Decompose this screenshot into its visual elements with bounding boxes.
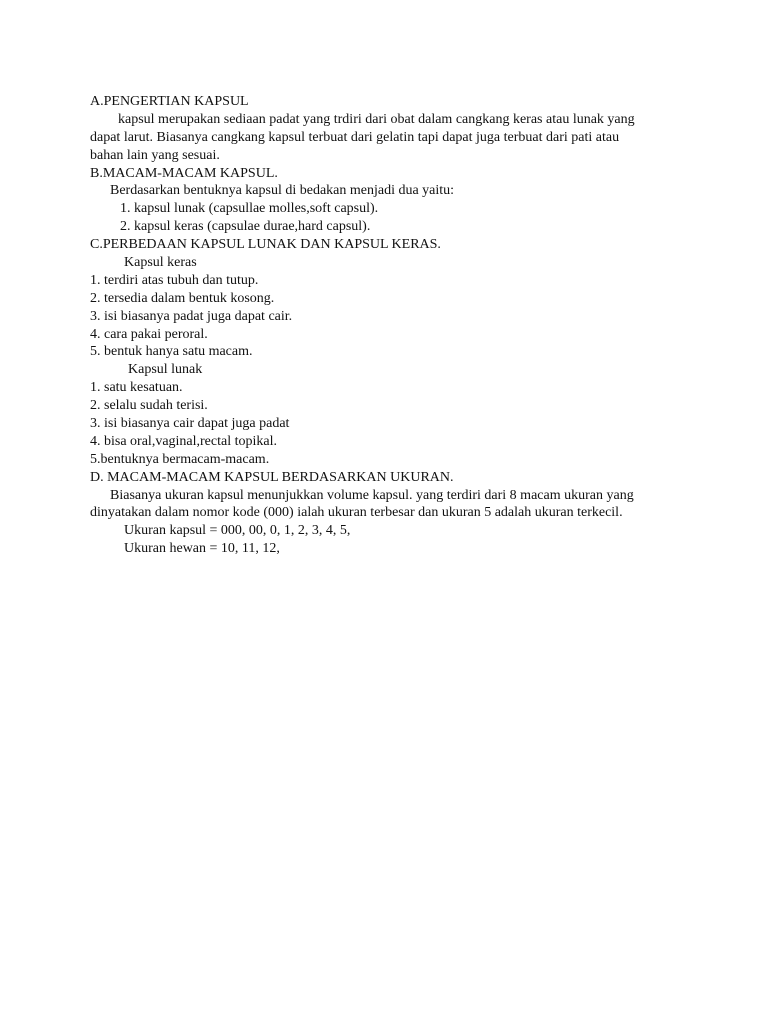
section-a-paragraph-line: dapat larut. Biasanya cangkang kapsul terbuat dari gelatin tapi dapat juga terbuat dari pati atau bbox=[90, 129, 620, 145]
kapsul-keras-item: 2. tersedia dalam bentuk kosong. bbox=[90, 290, 275, 306]
section-a-paragraph-line: bahan lain yang sesuai. bbox=[90, 147, 220, 163]
section-b-heading: B.MACAM-MACAM KAPSUL. bbox=[90, 165, 278, 181]
kapsul-keras-item: 3. isi biasanya padat juga dapat cair. bbox=[90, 308, 293, 324]
kapsul-lunak-item: 4. bisa oral,vaginal,rectal topikal. bbox=[90, 433, 277, 449]
kapsul-lunak-item: 5.bentuknya bermacam-macam. bbox=[90, 451, 270, 467]
section-a-paragraph-line: kapsul merupakan sediaan padat yang trdiri dari obat dalam cangkang keras atau lunak yang bbox=[118, 111, 635, 127]
document-body bbox=[90, 93, 690, 558]
section-d-paragraph-line: Biasanya ukuran kapsul menunjukkan volume kapsul. yang terdiri dari 8 macam ukuran yang bbox=[110, 487, 634, 503]
section-d-paragraph-line: dinyatakan dalam nomor kode (000) ialah ukuran terbesar dan ukuran 5 adalah ukuran terkecil. bbox=[90, 505, 623, 521]
section-b-list-item: 1. kapsul lunak (capsullae molles,soft capsul). bbox=[120, 201, 379, 217]
kapsul-lunak-item: 1. satu kesatuan. bbox=[90, 380, 183, 396]
ukuran-hewan-line: Ukuran hewan = 10, 11, 12, bbox=[124, 541, 280, 557]
kapsul-keras-label: Kapsul keras bbox=[124, 255, 197, 271]
kapsul-lunak-item: 2. selalu sudah terisi. bbox=[90, 398, 208, 414]
section-b-list-item: 2. kapsul keras (capsulae durae,hard capsul). bbox=[120, 219, 371, 235]
section-d-heading: D. MACAM-MACAM KAPSUL BERDASARKAN UKURAN. bbox=[90, 469, 454, 485]
kapsul-keras-item: 1. terdiri atas tubuh dan tutup. bbox=[90, 272, 259, 288]
kapsul-lunak-label: Kapsul lunak bbox=[128, 362, 203, 378]
section-b-intro: Berdasarkan bentuknya kapsul di bedakan menjadi dua yaitu: bbox=[110, 183, 455, 199]
kapsul-keras-item: 5. bentuk hanya satu macam. bbox=[90, 344, 253, 360]
kapsul-lunak-item: 3. isi biasanya cair dapat juga padat bbox=[90, 416, 290, 432]
section-a-heading: A.PENGERTIAN KAPSUL bbox=[90, 94, 249, 109]
section-c-heading: C.PERBEDAAN KAPSUL LUNAK DAN KAPSUL KERAS. bbox=[90, 237, 441, 253]
ukuran-kapsul-line: Ukuran kapsul = 000, 00, 0, 1, 2, 3, 4, 5, bbox=[124, 523, 351, 539]
kapsul-keras-item: 4. cara pakai peroral. bbox=[90, 326, 208, 342]
